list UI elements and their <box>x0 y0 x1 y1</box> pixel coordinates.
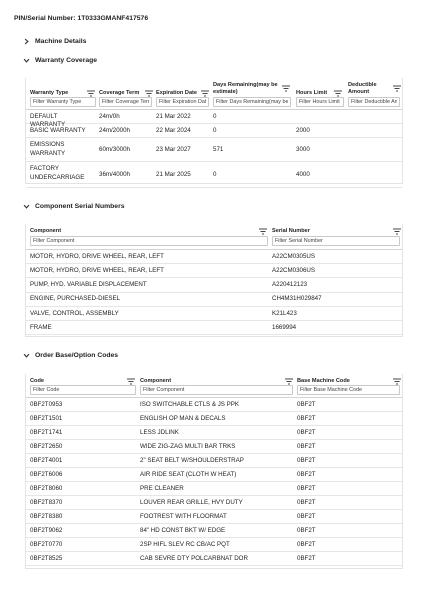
cell-base-machine-code: 0BF2T <box>297 414 316 422</box>
cell-base-machine-code: 0BF2T <box>297 428 316 436</box>
cell-warranty-type: FACTORY UNDERCARRIAGE <box>30 165 85 181</box>
cell-hours-limit: 4000 <box>296 170 310 178</box>
sort-icon[interactable] <box>285 378 293 385</box>
filter-serial-number-input[interactable] <box>272 236 400 246</box>
table-row <box>26 321 402 335</box>
cell-code: 0BF2T1741 <box>30 428 63 436</box>
cell-component: MOTOR, HYDRO, DRIVE WHEEL, REAR, LEFT <box>30 252 164 260</box>
col-warranty-type: Warranty Type <box>30 90 69 96</box>
table-row <box>26 278 402 292</box>
cell-code: 0BF2T0953 <box>30 400 63 408</box>
cell-base-machine-code: 0BF2T <box>297 540 316 548</box>
col-base-machine-code: Base Machine Code <box>297 378 350 384</box>
cell-coverage-term: 36m/4000h <box>99 170 130 178</box>
cell-warranty-type: BASIC WARRANTY <box>30 126 86 134</box>
cell-order-component: 2SP HIFL SLEV RC CB/AC PQT <box>140 540 230 548</box>
cell-code: 0BF2T4001 <box>30 456 63 464</box>
table-row <box>26 454 402 468</box>
order-codes-toggle[interactable] <box>23 352 118 359</box>
sort-icon[interactable] <box>393 85 401 92</box>
cell-code: 0BF2T2650 <box>30 442 63 450</box>
table-row <box>26 307 402 321</box>
cell-component: VALVE, CONTROL, ASSEMBLY <box>30 309 119 317</box>
cell-serial-number: A22CM0306US <box>272 267 315 275</box>
warranty-rows <box>26 110 402 188</box>
filter-code-input[interactable] <box>30 385 136 395</box>
component-serial-numbers-label: Component Serial Numbers <box>35 203 125 210</box>
cell-coverage-term: 60m/3000h <box>99 145 130 153</box>
table-row <box>26 398 402 412</box>
cell-code: 0BF2T8525 <box>30 554 63 562</box>
col-deductible-amount: Deductible Amount <box>348 82 377 95</box>
table-row <box>26 426 402 440</box>
sort-icon[interactable] <box>334 90 342 97</box>
table-row <box>26 510 402 524</box>
chevron-right-icon <box>23 38 30 45</box>
cell-component: MOTOR, HYDRO, DRIVE WHEEL, REAR, LEFT <box>30 267 164 275</box>
cell-expiration-date: 21 Mar 2022 <box>156 112 191 120</box>
table-row <box>26 293 402 307</box>
component-serial-numbers-toggle[interactable] <box>23 203 125 210</box>
cell-base-machine-code: 0BF2T <box>297 442 316 450</box>
table-row <box>26 110 402 129</box>
cell-code: 0BF2T9062 <box>30 526 63 534</box>
cell-component: PUMP, HYD. VARIABLE DISPLACEMENT <box>30 281 147 289</box>
cell-days-remaining: 0 <box>213 112 217 120</box>
cell-coverage-term: 24m/0h <box>99 112 120 120</box>
cell-code: 0BF2T6006 <box>30 470 63 478</box>
sort-icon[interactable] <box>201 90 209 97</box>
warranty-coverage-label: Warranty Coverage <box>35 57 98 64</box>
cell-days-remaining: 571 <box>213 145 224 153</box>
cell-days-remaining: 0 <box>213 126 217 134</box>
cell-serial-number: A22CM0305US <box>272 252 315 260</box>
cell-code: 0BF2T8380 <box>30 512 63 520</box>
cell-expiration-date: 23 Mar 2027 <box>156 145 191 153</box>
sort-icon[interactable] <box>393 378 401 385</box>
cell-order-component: PRE CLEANER <box>140 484 184 492</box>
machine-details-label: Machine Details <box>35 38 87 45</box>
cell-base-machine-code: 0BF2T <box>297 512 316 520</box>
chevron-down-icon <box>23 203 30 210</box>
cell-base-machine-code: 0BF2T <box>297 456 316 464</box>
cell-order-component: 2" SEAT BELT W/SHOULDERSTRAP <box>140 456 244 464</box>
cell-serial-number: K21L423 <box>272 309 297 317</box>
cell-order-component: FOOTREST WITH FLOORMAT <box>140 512 227 520</box>
cell-warranty-type: DEFAULT WARRANTY <box>30 112 66 129</box>
col-serial-number: Serial Number <box>272 228 310 234</box>
cell-coverage-term: 24m/2000h <box>99 126 130 134</box>
sort-icon[interactable] <box>282 85 290 92</box>
table-row <box>26 124 402 138</box>
chevron-down-icon <box>23 352 30 359</box>
component-rows <box>26 250 402 335</box>
table-row <box>26 524 402 538</box>
col-hours-limit: Hours Limit <box>296 90 328 96</box>
table-row <box>26 138 402 162</box>
cell-order-component: 84" HD CONST BKT W/ EDGE <box>140 526 226 534</box>
filter-order-component-input[interactable] <box>140 385 293 395</box>
warranty-coverage-toggle[interactable] <box>23 57 97 64</box>
cell-base-machine-code: 0BF2T <box>297 526 316 534</box>
table-row <box>26 440 402 454</box>
cell-order-component: CAB SEVRE DTY POLCARBNAT DOR <box>140 554 248 562</box>
machine-details-toggle[interactable] <box>23 38 86 45</box>
order-rows <box>26 398 402 566</box>
filter-coverage-term-input[interactable] <box>99 97 152 107</box>
filter-expiration-date-input[interactable] <box>156 97 209 107</box>
col-order-component: Component <box>140 378 172 384</box>
sort-icon[interactable] <box>87 90 95 97</box>
cell-order-component: ISO SWITCHABLE CTLS & JS PPK <box>140 400 240 408</box>
col-code: Code <box>30 378 44 384</box>
cell-component: ENGINE, PURCHASED-DIESEL <box>30 295 121 303</box>
filter-hours-limit-input[interactable] <box>296 97 344 107</box>
sort-icon[interactable] <box>145 90 153 97</box>
table-row <box>26 552 402 566</box>
table-row <box>26 468 402 482</box>
cell-order-component: LOUVER REAR GRILLE, HVY DUTY <box>140 498 243 506</box>
table-row <box>26 482 402 496</box>
cell-code: 0BF2T8370 <box>30 498 63 506</box>
cell-order-component: LESS JDLINK <box>140 428 179 436</box>
filter-component-input[interactable] <box>30 236 268 246</box>
sort-icon[interactable] <box>127 378 135 385</box>
table-row <box>26 538 402 552</box>
filter-days-remaining-input[interactable] <box>213 97 291 107</box>
cell-base-machine-code: 0BF2T <box>297 470 316 478</box>
cell-code: 0BF2T8060 <box>30 484 63 492</box>
col-expiration-date: Expiration Date <box>156 90 198 96</box>
cell-serial-number: 1669994 <box>272 323 297 331</box>
table-row <box>26 250 402 264</box>
cell-serial-number: CH4M31H029847 <box>272 295 322 303</box>
cell-expiration-date: 21 Mar 2025 <box>156 170 191 178</box>
filter-base-machine-code-input[interactable] <box>297 385 400 395</box>
table-row <box>26 162 402 188</box>
filter-warranty-type-input[interactable] <box>30 97 96 107</box>
cell-base-machine-code: 0BF2T <box>297 554 316 562</box>
component-table <box>25 224 403 337</box>
cell-order-component: WIDE ZIG-ZAG MULTI BAR TRKS <box>140 442 236 450</box>
sort-icon[interactable] <box>259 228 267 235</box>
cell-hours-limit: 2000 <box>296 126 310 134</box>
table-row <box>26 412 402 426</box>
cell-base-machine-code: 0BF2T <box>297 498 316 506</box>
cell-days-remaining: 0 <box>213 170 217 178</box>
filter-deductible-amount-input[interactable] <box>348 97 400 107</box>
cell-order-component: AIR RIDE SEAT (CLOTH W HEAT) <box>140 470 237 478</box>
cell-code: 0BF2T0770 <box>30 540 63 548</box>
cell-warranty-type: EMISSIONS WARRANTY <box>30 141 66 157</box>
warranty-table <box>25 78 403 184</box>
col-component: Component <box>30 228 62 234</box>
cell-serial-number: A220412123 <box>272 281 308 289</box>
chevron-down-icon <box>23 57 30 64</box>
order-codes-label: Order Base/Option Codes <box>35 352 119 359</box>
pin-serial-number: PIN/Serial Number: 1T0333GMANF417576 <box>14 15 149 22</box>
cell-expiration-date: 22 Mar 2024 <box>156 126 191 134</box>
col-coverage-term: Coverage Term <box>99 90 140 96</box>
col-days-remaining: Days Remaining(may be estimate) <box>213 82 278 95</box>
cell-order-component: ENGLISH OP MAN & DECALS <box>140 414 226 422</box>
table-row <box>26 264 402 278</box>
cell-hours-limit: 3000 <box>296 145 310 153</box>
cell-base-machine-code: 0BF2T <box>297 484 316 492</box>
order-table <box>25 374 403 569</box>
cell-component: FRAME <box>30 323 52 331</box>
sort-icon[interactable] <box>393 228 401 235</box>
cell-code: 0BF2T1501 <box>30 414 63 422</box>
cell-base-machine-code: 0BF2T <box>297 400 316 408</box>
table-row <box>26 496 402 510</box>
